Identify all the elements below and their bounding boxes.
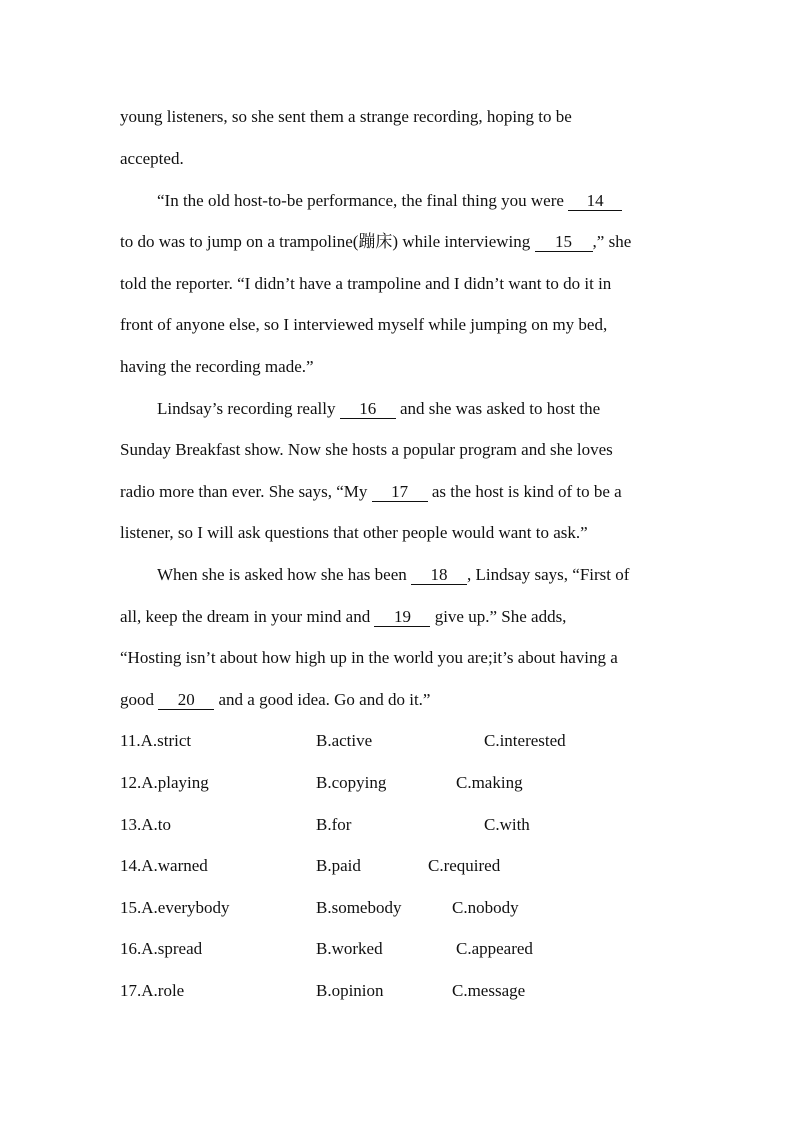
passage-line-10 — [120, 482, 622, 502]
passage-text: and a good idea. Go and do it.” — [214, 690, 431, 709]
option-16-a: 16.A.spread — [120, 939, 203, 958]
passage-text: good — [120, 690, 159, 709]
option-14-c: C.required — [428, 856, 501, 875]
passage-text: as the host is kind of to be a — [427, 482, 622, 501]
option-17-a: 17.A.role — [120, 981, 185, 1000]
passage-text: Lindsay’s recording really — [157, 399, 340, 418]
blank-17: 17 — [372, 483, 428, 502]
passage-line-4 — [120, 232, 631, 252]
option-12-b: B.copying — [316, 773, 387, 792]
passage-text: and she was asked to host the — [395, 399, 601, 418]
option-17-c: C.message — [452, 981, 526, 1000]
option-14-b: B.paid — [316, 856, 361, 875]
option-12-a: 12.A.playing — [120, 773, 209, 792]
passage-line-12 — [157, 565, 629, 585]
option-12-c: C.making — [456, 773, 523, 792]
passage-line-14: “Hosting isn’t about how high up in the world you are;it’s about having a — [120, 648, 618, 667]
passage-line-11: listener, so I will ask questions that other people would want to ask.” — [120, 523, 588, 542]
option-13-c: C.with — [484, 815, 530, 834]
option-11-b: B.active — [316, 731, 373, 750]
passage-text: give up.” She adds, — [430, 607, 567, 626]
passage-line-6: front of anyone else, so I interviewed myself while jumping on my bed, — [120, 315, 608, 334]
option-15-b: B.somebody — [316, 898, 402, 917]
passage-line-1: young listeners, so she sent them a strange recording, hoping to be — [120, 107, 572, 126]
option-14-a: 14.A.warned — [120, 856, 208, 875]
passage-text: When she is asked how she has been — [157, 565, 411, 584]
passage-line-13 — [120, 607, 566, 627]
passage-text: to do was to jump on a trampoline(蹦床) while interviewing — [120, 232, 535, 251]
passage-line-3 — [157, 191, 622, 211]
option-15-c: C.nobody — [452, 898, 519, 917]
option-15-a: 15.A.everybody — [120, 898, 230, 917]
passage-line-5: told the reporter. “I didn’t have a trampoline and I didn’t want to do it in — [120, 274, 612, 293]
blank-15: 15 — [535, 233, 593, 252]
passage-line-7: having the recording made.” — [120, 357, 314, 376]
blank-20: 20 — [158, 691, 214, 710]
passage-line-2: accepted. — [120, 149, 184, 168]
passage-text: “In the old host-to-be performance, the final thing you were — [157, 191, 569, 210]
blank-18: 18 — [411, 566, 467, 585]
passage-text: , Lindsay says, “First of — [467, 565, 630, 584]
passage-line-9: Sunday Breakfast show. Now she hosts a popular program and she loves — [120, 440, 613, 459]
option-17-b: B.opinion — [316, 981, 384, 1000]
option-13-b: B.for — [316, 815, 352, 834]
passage-line-8 — [157, 399, 600, 419]
option-16-c: C.appeared — [456, 939, 533, 958]
passage-line-15 — [120, 690, 430, 710]
option-13-a: 13.A.to — [120, 815, 171, 834]
option-11-c: C.interested — [484, 731, 566, 750]
passage-text: radio more than ever. She says, “My — [120, 482, 372, 501]
option-16-b: B.worked — [316, 939, 383, 958]
option-11-a: 11.A.strict — [120, 731, 192, 750]
passage-text: all, keep the dream in your mind and — [120, 607, 375, 626]
passage-text: ,” she — [592, 232, 632, 251]
blank-16: 16 — [340, 400, 396, 419]
blank-19: 19 — [374, 608, 430, 627]
blank-14: 14 — [568, 192, 622, 211]
